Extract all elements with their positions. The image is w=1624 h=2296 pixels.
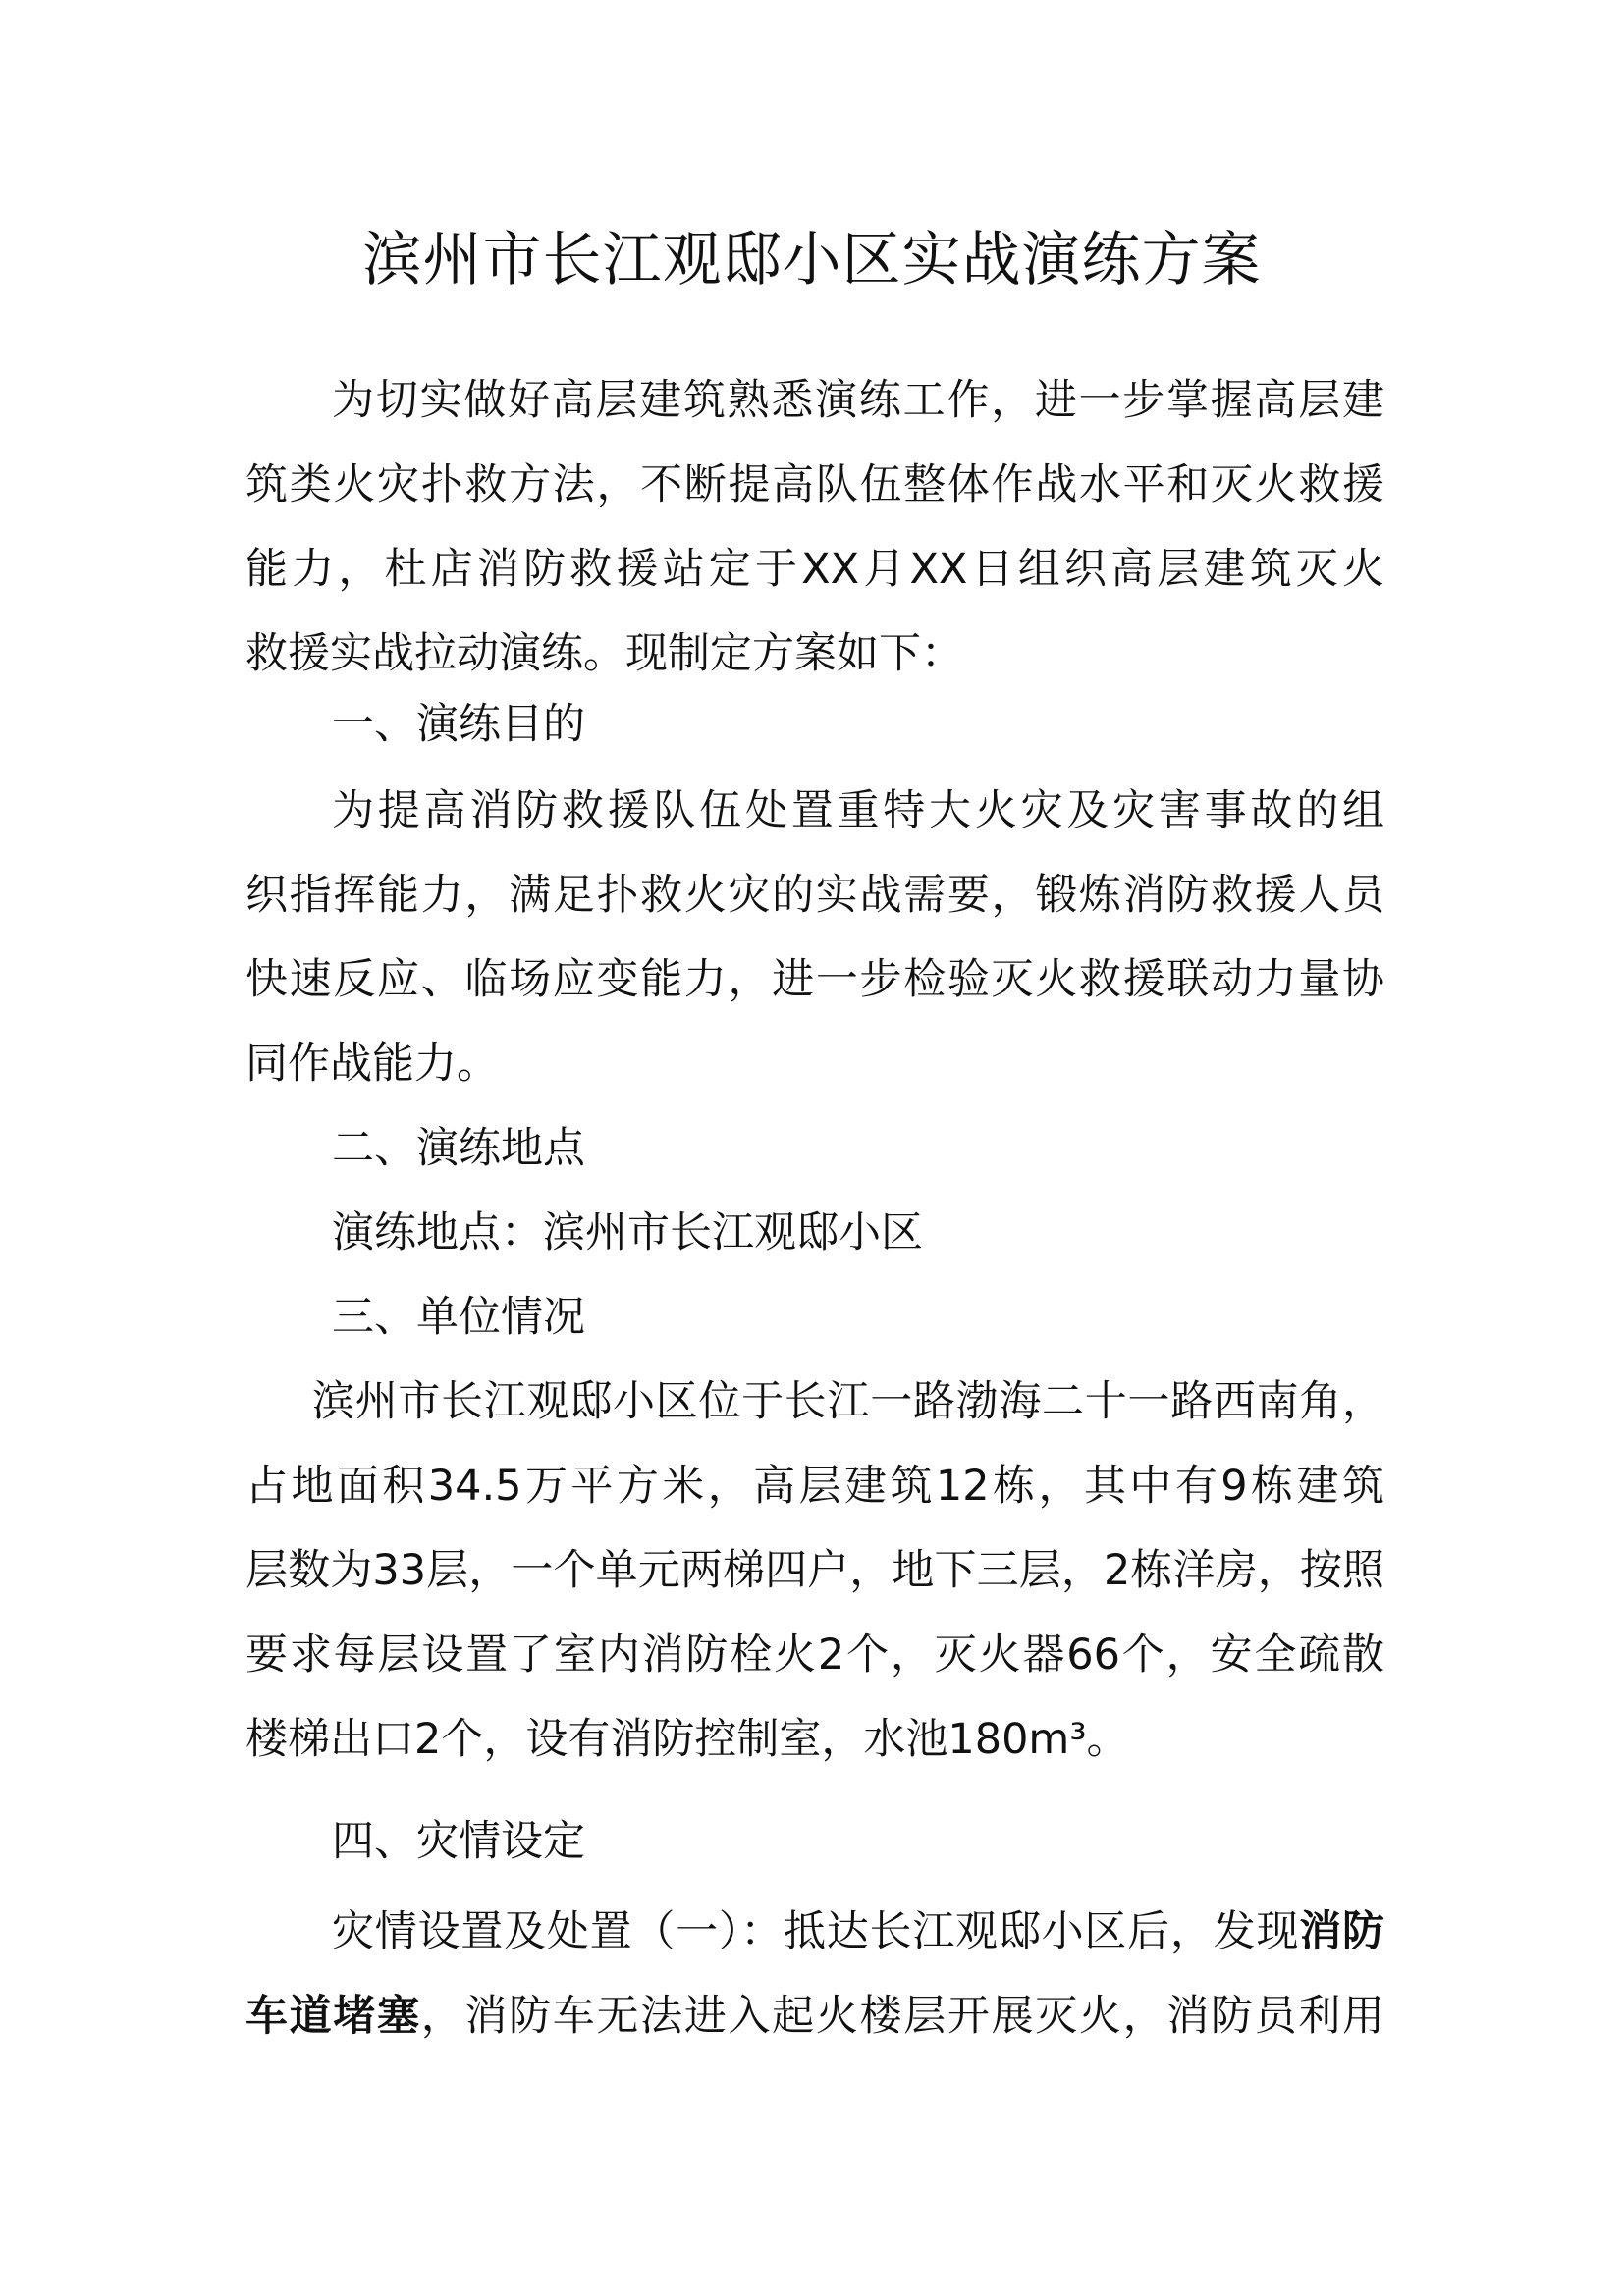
section3-line-3: 层数为33层，一个单元两梯四户，地下三层，2栋洋房，按照 xyxy=(245,1546,1384,1595)
section1-line-3: 快速反应、临场应变能力，进一步检验灭火救援联动力量协 xyxy=(245,955,1384,1004)
section1-line-1: 为提高消防救援队伍处置重特大火灾及灾害事故的组 xyxy=(332,786,1384,835)
section2-text: 演练地点：滨州市长江观邸小区 xyxy=(332,1208,923,1257)
intro-line-3: 能力，杜店消防救援站定于XX月XX日组织高层建筑灭火 xyxy=(245,545,1384,594)
section4-line-2-emphasis: 车道堵塞 xyxy=(245,1992,421,2041)
section4-line-1 xyxy=(332,1902,1384,1961)
section3-line-4: 要求每层设置了室内消防栓火2个，灭火器66个，安全疏散 xyxy=(245,1630,1384,1680)
section4-line-1-text: 灾情设置及处置（一）：抵达长江观邸小区后，发现 xyxy=(332,1907,1300,1956)
section4-heading: 四、灾情设定 xyxy=(332,1817,585,1866)
intro-line-4: 救援实战拉动演练。现制定方案如下： xyxy=(245,629,963,678)
section1-line-4: 同作战能力。 xyxy=(245,1040,499,1089)
intro-line-1: 为切实做好高层建筑熟悉演练工作，进一步掌握高层建 xyxy=(332,376,1384,425)
section3-heading: 三、单位情况 xyxy=(332,1293,585,1342)
section4-line-2 xyxy=(245,1987,1384,2046)
intro-line-2: 筑类火灾扑救方法，不断提高队伍整体作战水平和灭火救援 xyxy=(245,460,1384,509)
section1-line-2: 织指挥能力，满足扑救火灾的实战需要，锻炼消防救援人员 xyxy=(245,871,1384,920)
section3-line-1: 滨州市长江观邸小区位于长江一路渤海二十一路西南角， xyxy=(312,1377,1384,1426)
document-title: 滨州市长江观邸小区实战演练方案 xyxy=(362,226,1262,294)
section3-line-5: 楼梯出口2个，设有消防控制室，水池180m³。 xyxy=(245,1715,1129,1764)
section4-line-1-emphasis: 消防 xyxy=(1299,1907,1385,1956)
section4-line-2-text: ，消防车无法进入起火楼层开展灭火，消防员利用 xyxy=(420,1992,1385,2041)
section1-heading: 一、演练目的 xyxy=(332,700,585,749)
section3-line-2: 占地面积34.5万平方米，高层建筑12栋，其中有9栋建筑 xyxy=(245,1462,1384,1511)
section2-heading: 二、演练地点 xyxy=(332,1124,585,1173)
